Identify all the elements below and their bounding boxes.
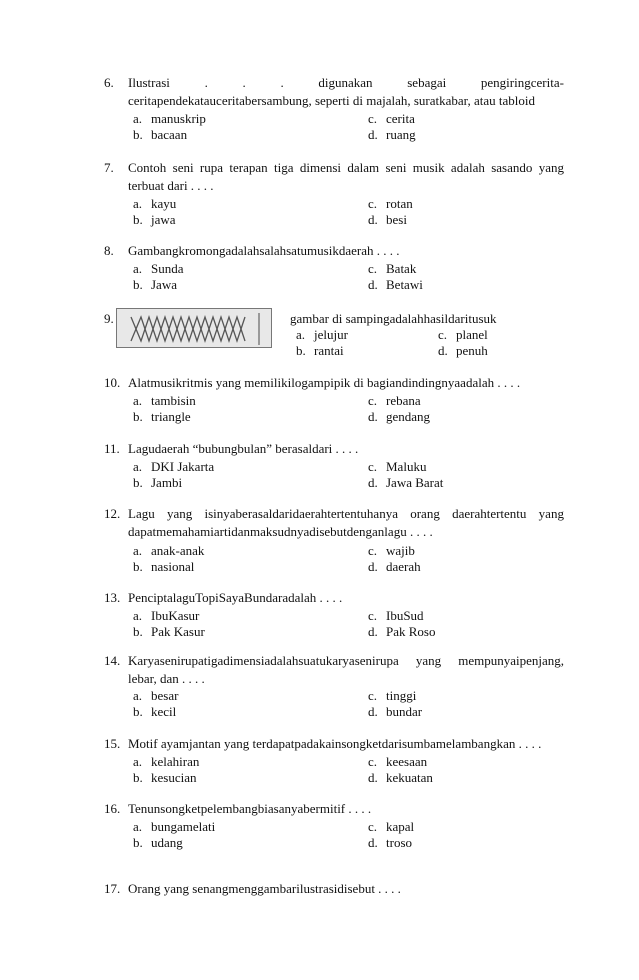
option-c[interactable]: c. planel: [438, 327, 488, 342]
option-b[interactable]: b. Jambi: [133, 475, 183, 490]
question-number: 16.: [104, 801, 121, 816]
option-c[interactable]: c. cerita: [368, 111, 415, 126]
question-number: 10.: [104, 375, 121, 390]
option-d[interactable]: d. daerah: [368, 559, 421, 574]
options-13: [133, 608, 553, 642]
options-9: [296, 327, 556, 361]
option-c[interactable]: c. Batak: [368, 261, 417, 276]
question-11: [104, 440, 564, 458]
option-b[interactable]: b. rantai: [296, 343, 344, 358]
cross-stitch-pattern: [117, 309, 271, 347]
option-a[interactable]: a. IbuKasur: [133, 608, 200, 623]
options-8: [133, 261, 553, 295]
option-d[interactable]: d. Jawa Barat: [368, 475, 444, 490]
option-a[interactable]: a. kelahiran: [133, 754, 200, 769]
option-d[interactable]: d. gendang: [368, 409, 431, 424]
question-text: Lagudaerah “bubungbulan” berasaldari . . . .: [128, 441, 359, 456]
word: yang: [166, 506, 193, 521]
question-number: 6.: [104, 75, 114, 90]
options-15: [133, 754, 553, 788]
option-d[interactable]: d. Betawi: [368, 277, 423, 292]
word: mempunyaipenjang,: [458, 653, 564, 668]
option-b[interactable]: b. Jawa: [133, 277, 177, 292]
question-17: [104, 880, 564, 898]
question-text: Alatmusikritmis yang memilikilogampipik di bagiandindingnyaadalah . . . .: [128, 375, 521, 390]
question-number: 17.: [104, 881, 121, 896]
options-11: [133, 459, 553, 493]
word: Karyasenirupatigadimensiadalahsuatukaryasenirupa: [128, 653, 399, 668]
options-12: [133, 543, 553, 577]
option-b[interactable]: b. nasional: [133, 559, 195, 574]
option-b[interactable]: b. udang: [133, 835, 183, 850]
word: daerahtertentu: [452, 506, 527, 521]
question-14: [104, 652, 564, 688]
word: Lagu: [128, 506, 155, 521]
question-number: 15.: [104, 736, 121, 751]
option-d[interactable]: d. kekuatan: [368, 770, 433, 785]
question-text-line2: lebar, dan . . . .: [128, 671, 205, 686]
option-c[interactable]: c. rotan: [368, 196, 413, 211]
question-12: [104, 505, 564, 541]
word: digunakan: [318, 75, 373, 90]
word: orang: [410, 506, 440, 521]
stitch-image: [116, 308, 272, 348]
option-c[interactable]: c. kapal: [368, 819, 415, 834]
word: Ilustrasi: [128, 75, 170, 90]
option-c[interactable]: c. Maluku: [368, 459, 427, 474]
option-c[interactable]: c. tinggi: [368, 688, 417, 703]
option-b[interactable]: b. Pak Kasur: [133, 624, 205, 639]
question-number: 14.: [104, 653, 121, 668]
question-16: [104, 800, 564, 818]
word: yang: [538, 506, 564, 521]
word: .: [204, 75, 208, 90]
option-d[interactable]: d. troso: [368, 835, 412, 850]
word: yang: [415, 653, 442, 668]
question-text-line1: [128, 74, 564, 92]
option-a[interactable]: a. kayu: [133, 196, 177, 211]
word: sebagai: [407, 75, 447, 90]
option-b[interactable]: b. bacaan: [133, 127, 188, 142]
option-a[interactable]: a. DKI Jakarta: [133, 459, 215, 474]
question-13: [104, 589, 564, 607]
question-15: [104, 735, 564, 753]
question-text-line2: dapatmemahamiartidanmaksudnyadisebutdenganlagu . . . .: [128, 524, 433, 539]
option-b[interactable]: b. triangle: [133, 409, 191, 424]
options-16: [133, 819, 553, 853]
options-14: [133, 688, 553, 722]
option-c[interactable]: c. keesaan: [368, 754, 428, 769]
word: .: [280, 75, 284, 90]
question-9-text: [290, 310, 550, 328]
question-text: PenciptalaguTopiSayaBundaradalah . . . .: [128, 590, 343, 605]
option-d[interactable]: d. Pak Roso: [368, 624, 436, 639]
question-text: Motif ayamjantan yang terdapatpadakainsongketdarisumbamelambangkan . . . .: [128, 736, 542, 751]
question-6: [104, 74, 564, 110]
option-c[interactable]: c. wajib: [368, 543, 415, 558]
option-a[interactable]: a. manuskrip: [133, 111, 206, 126]
question-7: [104, 159, 564, 195]
question-number: 13.: [104, 590, 121, 605]
option-c[interactable]: c. IbuSud: [368, 608, 424, 623]
question-text-line1: [128, 652, 564, 670]
question-text-line2: ceritapendekatauceritabersambung, seperti di majalah, suratkabar, atau tabloid: [128, 93, 535, 108]
question-text: Orang yang senangmenggambarilustrasidisebut . . . .: [128, 881, 401, 896]
option-a[interactable]: a. Sunda: [133, 261, 184, 276]
option-a[interactable]: a. bungamelati: [133, 819, 216, 834]
options-6: [133, 111, 553, 145]
option-d[interactable]: d. bundar: [368, 704, 423, 719]
option-d[interactable]: d. besi: [368, 212, 407, 227]
option-b[interactable]: b. jawa: [133, 212, 176, 227]
option-a[interactable]: a. jelujur: [296, 327, 348, 342]
option-a[interactable]: a. anak-anak: [133, 543, 205, 558]
option-a[interactable]: a. tambisin: [133, 393, 196, 408]
question-10: [104, 374, 564, 392]
question-number: 11.: [104, 441, 120, 456]
question-text: Tenunsongketpelembangbiasanyabermitif . . . .: [128, 801, 372, 816]
question-number: 7.: [104, 160, 114, 175]
question-text-line1: [128, 505, 564, 523]
option-b[interactable]: b. kecil: [133, 704, 177, 719]
question-text: Gambangkromongadalahsalahsatumusikdaerah . . . .: [128, 243, 400, 258]
word: .: [242, 75, 246, 90]
question-8: [104, 242, 564, 260]
question-number: 12.: [104, 506, 121, 521]
word: isinyaberasaldaridaerahtertentuhanya: [204, 506, 398, 521]
word: pengiringcerita-: [480, 75, 564, 90]
question-text: gambar di sampingadalahhasildaritusuk: [290, 311, 497, 326]
options-7: [133, 196, 553, 230]
option-c[interactable]: c. rebana: [368, 393, 421, 408]
option-d[interactable]: d. penuh: [438, 343, 488, 358]
option-a[interactable]: a. besar: [133, 688, 179, 703]
question-number: 8.: [104, 243, 114, 258]
question-number: 9.: [104, 311, 114, 326]
option-b[interactable]: b. kesucian: [133, 770, 197, 785]
question-text: Contoh seni rupa terapan tiga dimensi dalam seni musik adalah sasando yang terbuat dari . . . .: [128, 160, 564, 193]
option-d[interactable]: d. ruang: [368, 127, 416, 142]
options-10: [133, 393, 553, 427]
